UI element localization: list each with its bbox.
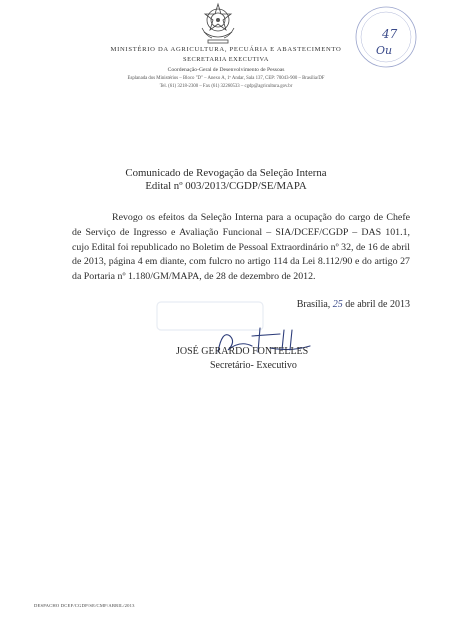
body-paragraph: Revogo os efeitos da Seleção Interna para a ocupação do cargo de Chefe de Serviço de Ingresso e Avaliação Funcional – SIA/DCEF/CGDP – DAS 101.1, cujo Edital foi republicado no Boletim de Pessoal Extraordinário nº 32, de 16 de abril de 2013, página 4 em diante, com fulcro no artigo 114 da Lei 8.112/90 e do artigo 27 da Portaria nº 1.180/GM/MAPA, de 28 de dezembro de 2012. (72, 212, 410, 283)
stamp-initials: Ou (376, 44, 393, 57)
coordination-name: Coordenação-Geral de Desenvolvimento de Pessoas (167, 67, 285, 73)
date-place: Brasília, (296, 299, 331, 310)
document-title: Comunicado de Revogação da Seleção Interna (125, 167, 327, 179)
date-line (270, 299, 410, 310)
footer-reference: DESPACHO DCEF/CGDP/SE/CMF/ABRIL/2013 (34, 603, 135, 608)
page-number-stamp (350, 4, 420, 74)
contact-line: Tel. (61) 3218-2300 – Fax (61) 32260533 – cgdp@agricultura.gov.br (159, 84, 293, 89)
stamp-page-number: 47 (382, 27, 398, 41)
document-subtitle: Edital nº 003/2013/CGDP/SE/MAPA (145, 180, 307, 192)
date-day-handwritten: 25 (332, 299, 343, 310)
date-rest: de abril de 2013 (345, 299, 410, 310)
address-line: Esplanada dos Ministérios – Bloco "D" – Anexo A, 1º Andar, Sala 137, CEP: 70043-900 – Brasília/DF (127, 76, 325, 81)
signer-name: JOSÉ GERARDO FONTELLES (176, 346, 309, 357)
signer-role: Secretário- Executivo (210, 360, 297, 371)
secretaria-name: SECRETARIA EXECUTIVA (183, 56, 269, 63)
coat-of-arms-icon (198, 2, 238, 46)
ministry-name: MINISTÉRIO DA AGRICULTURA, PECUÁRIA E ABASTECIMENTO (110, 46, 342, 53)
